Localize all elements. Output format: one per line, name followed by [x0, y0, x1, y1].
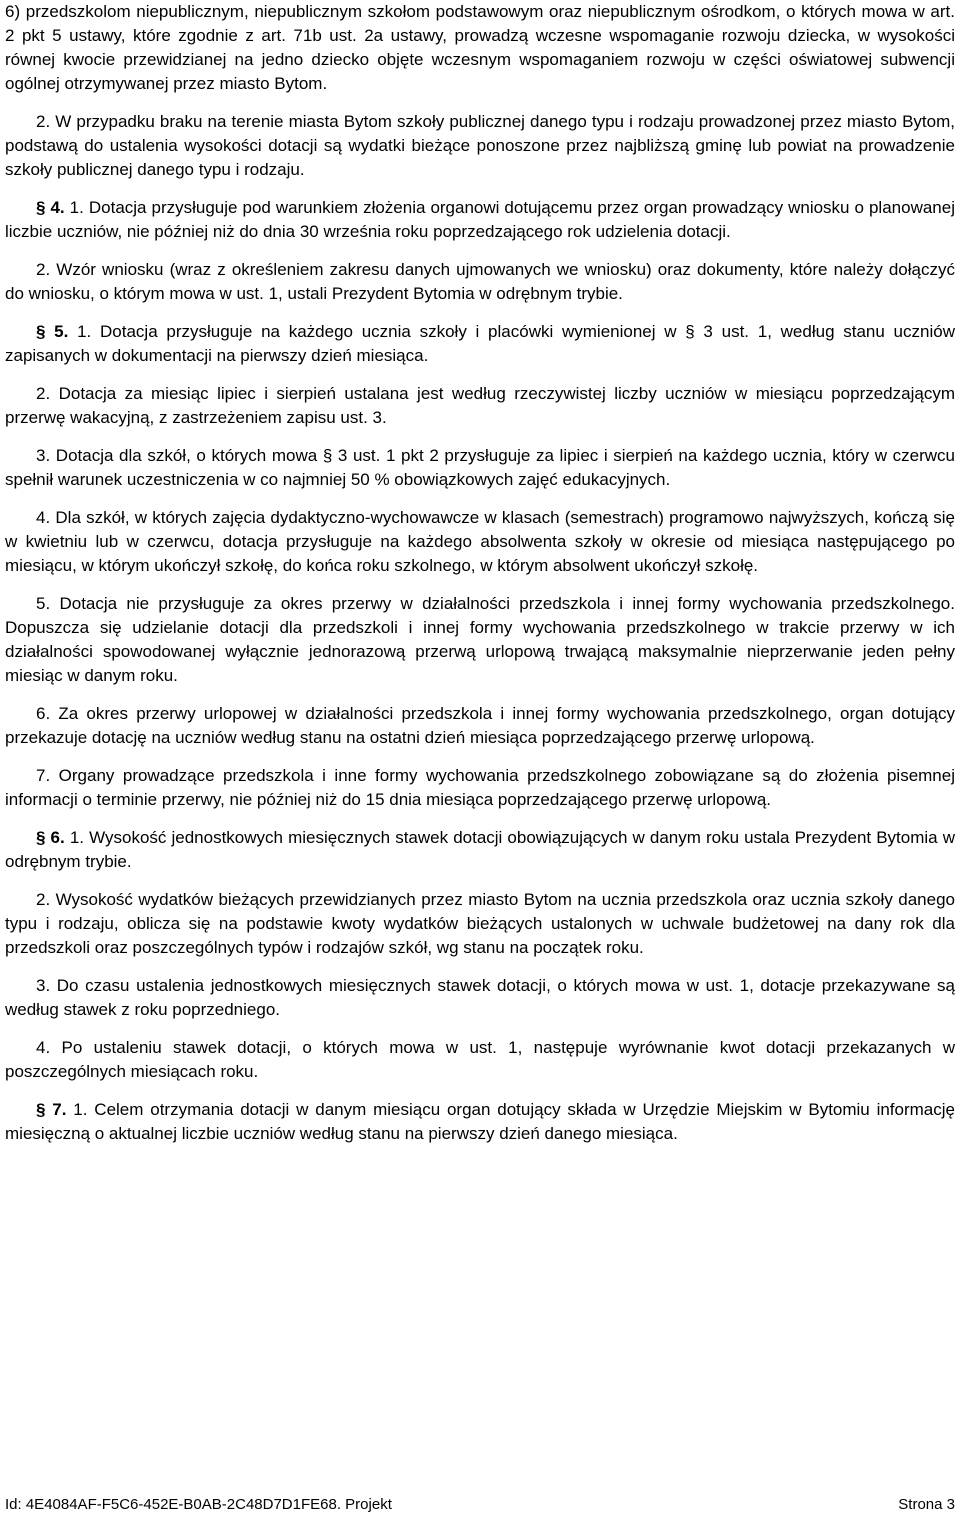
section-mark-5: § 5. [36, 322, 69, 341]
paragraph-s6-ust1 [5, 826, 955, 874]
paragraph-s6-ust2: 2. Wysokość wydatków bieżących przewidzianych przez miasto Bytom na ucznia przedszkola oraz ucznia szkoły danego typu i rodzaju, oblicza się na podstawie kwoty wydatków bieżących ustalonych w uchwale budżetowej na dany rok dla przedszkoli oraz poszczególnych typów i rodzajów szkół, wg stanu na początek roku. [5, 890, 955, 957]
paragraph-s5-ust3: 3. Dotacja dla szkół, o których mowa § 3 ust. 1 pkt 2 przysługuje za lipiec i sierpień na każdego ucznia, który w czerwcu spełnił warunek uczestniczenia w co najmniej 50 % obowiązkowych zajęć edukacyjnych. [5, 446, 955, 489]
paragraph-s5-ust5: 5. Dotacja nie przysługuje za okres przerwy w działalności przedszkola i innej formy wychowania przedszkolnego. Dopuszcza się udzielanie dotacji dla przedszkoli i innej formy wychowania przedszkolnego w trakcie przerwy w ich działalności spowodowanej wyłącznie jednorazową przerwą urlopową trwającą maksymalnie nieprzerwanie jeden pełny miesiąc w danym roku. [5, 594, 955, 685]
paragraph-s4-ust2: 2. Wzór wniosku (wraz z określeniem zakresu danych ujmowanych we wniosku) oraz dokumenty, które należy dołączyć do wniosku, o którym mowa w ust. 1, ustali Prezydent Bytomia w odrębnym trybie. [5, 260, 955, 303]
paragraph-text: Dotacja przysługuje pod warunkiem złożenia organowi dotującemu przez organ prowadzący wniosku o planowanej liczbie uczniów, nie później niż do dnia 30 września roku poprzedzającego rok udzielenia dotacji. [5, 198, 955, 241]
paragraph-s5-ust7: 7. Organy prowadzące przedszkola i inne formy wychowania przedszkolnego zobowiązane są do złożenia pisemnej informacji o terminie przerwy, nie później niż do 15 dnia miesiąca poprzedzającego przerwę urlopową. [5, 766, 955, 809]
paragraph-s7-ust1 [5, 1098, 955, 1146]
paragraph-text: Dotacja przysługuje na każdego ucznia szkoły i placówki wymienionej w § 3 ust. 1, według stanu uczniów zapisanych w dokumentacji na pierwszy dzień miesiąca. [5, 322, 955, 365]
item-number: 1. [73, 1100, 88, 1119]
paragraph-s5-ust6: 6. Za okres przerwy urlopowej w działalności przedszkola i innej formy wychowania przedszkolnego, organ dotujący przekazuje dotację na uczniów według stanu na ostatni dzień miesiąca poprzedzającego przerwę urlopową. [5, 704, 955, 747]
page-number: Strona 3 [898, 1496, 955, 1513]
paragraph-s5-ust2: 2. Dotacja za miesiąc lipiec i sierpień ustalana jest według rzeczywistej liczby uczniów w miesiącu poprzedzającym przerwę wakacyjną, z zastrzeżeniem zapisu ust. 3. [5, 384, 955, 427]
paragraph-text: Wysokość jednostkowych miesięcznych stawek dotacji obowiązujących w danym roku ustala Prezydent Bytomia w odrębnym trybie. [5, 828, 955, 871]
paragraph-s4-ust1 [5, 196, 955, 244]
page-footer [5, 1495, 955, 1515]
section-mark-7: § 7. [36, 1100, 67, 1119]
item-number: 1. [69, 828, 84, 847]
paragraph-6-item: 6) przedszkolom niepublicznym, niepublicznym szkołom podstawowym oraz niepublicznym ośrodkom, o których mowa w art. 2 pkt 5 ustawy, które zgodnie z art. 71b ust. 2a ustawy, prowadzą wczesne wspomaganie rozwoju dziecka, w wysokości równej kwocie przewidzianej na jedno dziecko objęte wczesnym wspomaganiem rozwoju w części oświatowej subwencji ogólnej otrzymywanej przez miasto Bytom. [5, 2, 955, 93]
item-number: 1. [69, 198, 84, 217]
paragraph-s5-ust4: 4. Dla szkół, w których zajęcia dydaktyczno-wychowawcze w klasach (semestrach) programowo najwyższych, kończą się w kwietniu lub w czerwcu, dotacja przysługuje na każdego absolwenta szkoły w okresie od miesiąca następującego po miesiącu, w którym ukończył szkołę, do końca roku szkolnego, w którym absolwent ukończył szkołę. [5, 508, 955, 575]
document-id: Id: 4E4084AF-F5C6-452E-B0AB-2C48D7D1FE68. Projekt [5, 1496, 392, 1513]
item-number: 1. [77, 322, 92, 341]
paragraph-text: Celem otrzymania dotacji w danym miesiącu organ dotujący składa w Urzędzie Miejskim w Bytomiu informację miesięczną o aktualnej liczbie uczniów według stanu na pierwszy dzień danego miesiąca. [5, 1100, 955, 1143]
document-body [5, 0, 955, 1146]
paragraph-s3-ust2: 2. W przypadku braku na terenie miasta Bytom szkoły publicznej danego typu i rodzaju prowadzonej przez miasto Bytom, podstawą do ustalenia wysokości dotacji są wydatki bieżące ponoszone przez najbliższą gminę lub powiat na prowadzenie szkoły publicznej danego typu i rodzaju. [5, 112, 955, 179]
paragraph-s5-ust1 [5, 320, 955, 368]
paragraph-s6-ust3: 3. Do czasu ustalenia jednostkowych miesięcznych stawek dotacji, o których mowa w ust. 1, dotacje przekazywane są według stawek z roku poprzedniego. [5, 976, 955, 1019]
section-mark-6: § 6. [36, 828, 65, 847]
section-mark-4: § 4. [36, 198, 65, 217]
paragraph-s6-ust4: 4. Po ustaleniu stawek dotacji, o których mowa w ust. 1, następuje wyrównanie kwot dotacji przekazanych w poszczególnych miesiącach roku. [5, 1038, 955, 1081]
